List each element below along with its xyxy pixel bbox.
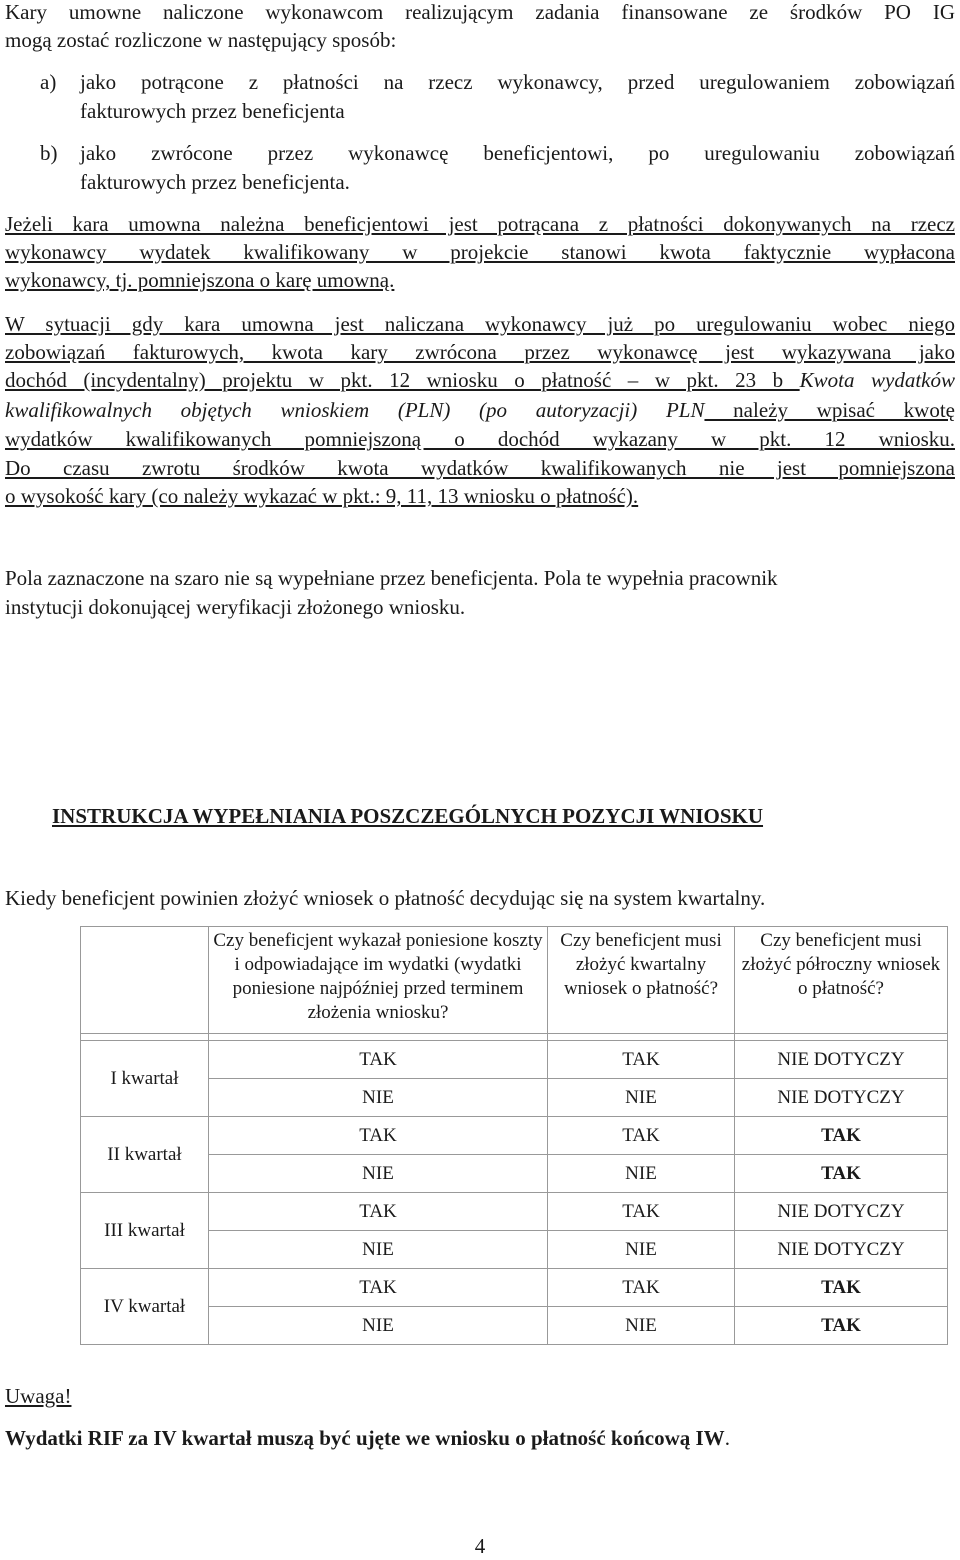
intro-line-2: mogą zostać rozliczone w następujący sposób: bbox=[5, 28, 397, 52]
list-item-text: fakturowych przez beneficjenta. bbox=[80, 170, 350, 194]
table-cell: TAK bbox=[209, 1117, 548, 1155]
table-cell: NIE bbox=[209, 1231, 548, 1269]
table-cell: NIE bbox=[209, 1079, 548, 1117]
quarter-label: III kwartał bbox=[81, 1193, 209, 1269]
table-row bbox=[81, 1079, 948, 1117]
list-item-label: a) bbox=[40, 70, 57, 94]
list-item-text: fakturowych przez beneficjenta bbox=[80, 99, 345, 123]
table-header-row bbox=[81, 927, 948, 1034]
para3-line-3 bbox=[5, 366, 955, 394]
intro-line-1: Kary umowne naliczone wykonawcom realizującym zadania finansowane ze środków PO IG bbox=[5, 0, 955, 24]
table-cell: TAK bbox=[735, 1269, 948, 1307]
para2-line-1: Jeżeli kara umowna należna beneficjentowi jest potrącana z płatności dokonywanych na rzecz bbox=[5, 212, 955, 236]
table-cell: TAK bbox=[735, 1307, 948, 1345]
para3-italic-text: Kwota wydatków bbox=[799, 368, 955, 392]
table-cell: TAK bbox=[735, 1117, 948, 1155]
table-cell: TAK bbox=[548, 1117, 735, 1155]
para3-line-7: o wysokość kary (co należy wykazać w pkt.: 9, 11, 13 wniosku o płatność). bbox=[5, 484, 639, 508]
table-row bbox=[81, 1307, 948, 1345]
table-cell: TAK bbox=[548, 1041, 735, 1079]
para4-line-1: Pola zaznaczone na szaro nie są wypełniane przez beneficjenta. Pola te wypełnia pracownik bbox=[5, 566, 778, 590]
quarter-label: II kwartał bbox=[81, 1117, 209, 1193]
table-cell: TAK bbox=[735, 1155, 948, 1193]
quarter-table bbox=[80, 926, 948, 1345]
table-cell: TAK bbox=[209, 1041, 548, 1079]
column-header: Czy beneficjent musi złożyć kwartalny wniosek o płatność? bbox=[548, 927, 735, 1034]
table-cell: NIE DOTYCZY bbox=[735, 1193, 948, 1231]
para3-line-5: wydatków kwalifikowanych pomniejszoną o dochód wykazany w pkt. 12 wniosku. bbox=[5, 427, 955, 451]
note-bold-text: Wydatki RIF za IV kwartał muszą być ujęte we wniosku o płatność końcową IW bbox=[5, 1426, 725, 1450]
table-cell: NIE DOTYCZY bbox=[735, 1079, 948, 1117]
spacer-cell bbox=[209, 1034, 548, 1041]
column-header: Czy beneficjent wykazał poniesione koszty i odpowiadające im wydatki (wydatki poniesione najpóźniej przed terminem złożenia wniosku? bbox=[209, 927, 548, 1034]
table-cell: NIE bbox=[209, 1307, 548, 1345]
spacer-cell bbox=[81, 1034, 209, 1041]
table-cell: NIE bbox=[209, 1155, 548, 1193]
list-item-text: jako zwrócone przez wykonawcę beneficjentowi, po uregulowaniu zobowiązań bbox=[80, 141, 955, 165]
table-cell: NIE bbox=[548, 1231, 735, 1269]
para3-line-6: Do czasu zwrotu środków kwota wydatków kwalifikowanych nie jest pomniejszona bbox=[5, 456, 955, 480]
table-cell: NIE DOTYCZY bbox=[735, 1041, 948, 1079]
note-text bbox=[5, 1424, 955, 1452]
question-text: Kiedy beneficjent powinien złożyć wniosek o płatność decydując się na system kwartalny. bbox=[5, 886, 766, 910]
table-cell: NIE bbox=[548, 1079, 735, 1117]
table-row bbox=[81, 1155, 948, 1193]
table-cell: NIE bbox=[548, 1307, 735, 1345]
table-row bbox=[81, 1193, 948, 1231]
table-cell: NIE bbox=[548, 1155, 735, 1193]
note-label: Uwaga! bbox=[5, 1384, 72, 1408]
table-cell: NIE DOTYCZY bbox=[735, 1231, 948, 1269]
table-cell: TAK bbox=[548, 1193, 735, 1231]
para3-line-4 bbox=[5, 396, 955, 424]
table-row bbox=[81, 1231, 948, 1269]
table-cell: TAK bbox=[209, 1269, 548, 1307]
table-row bbox=[81, 1041, 948, 1079]
para3-text: dochód (incydentalny) projektu w pkt. 12 wniosku o płatność – w pkt. 23 b bbox=[5, 368, 800, 392]
table-row bbox=[81, 1269, 948, 1307]
para3-line-1: W sytuacji gdy kara umowna jest naliczana wykonawcy już po uregulowaniu wobec niego bbox=[5, 312, 955, 336]
table-cell: TAK bbox=[548, 1269, 735, 1307]
para2-line-3: wykonawcy, tj. pomniejszona o karę umowną. bbox=[5, 268, 395, 292]
empty-header-cell bbox=[81, 927, 209, 1034]
column-header: Czy beneficjent musi złożyć półroczny wniosek o płatność? bbox=[735, 927, 948, 1034]
para2-line-2: wykonawcy wydatek kwalifikowany w projekcie stanowi kwota faktycznie wypłacona bbox=[5, 240, 955, 264]
para4-line-2: instytucji dokonującej weryfikacji złożonego wniosku. bbox=[5, 595, 466, 619]
spacer-cell bbox=[735, 1034, 948, 1041]
table-row bbox=[81, 1117, 948, 1155]
note-period: . bbox=[724, 1426, 730, 1450]
spacer-cell bbox=[548, 1034, 735, 1041]
section-heading: INSTRUKCJA WYPEŁNIANIA POSZCZEGÓLNYCH POZYCJI WNIOSKU bbox=[52, 804, 764, 828]
table-cell: TAK bbox=[209, 1193, 548, 1231]
para3-italic-text: kwalifikowalnych objętych wnioskiem (PLN) (po autoryzacji) PLN bbox=[5, 398, 705, 422]
table-spacer-row bbox=[81, 1034, 948, 1041]
list-item-text: jako potrącone z płatności na rzecz wykonawcy, przed uregulowaniem zobowiązań bbox=[80, 70, 955, 94]
quarter-label: IV kwartał bbox=[81, 1269, 209, 1345]
para3-line-2: zobowiązań fakturowych, kwota kary zwrócona przez wykonawcę jest wykazywana jako bbox=[5, 340, 955, 364]
para3-text: należy wpisać kwotę bbox=[704, 398, 956, 422]
page-number: 4 bbox=[474, 1534, 486, 1558]
quarter-label: I kwartał bbox=[81, 1041, 209, 1117]
list-item-label: b) bbox=[40, 141, 58, 165]
